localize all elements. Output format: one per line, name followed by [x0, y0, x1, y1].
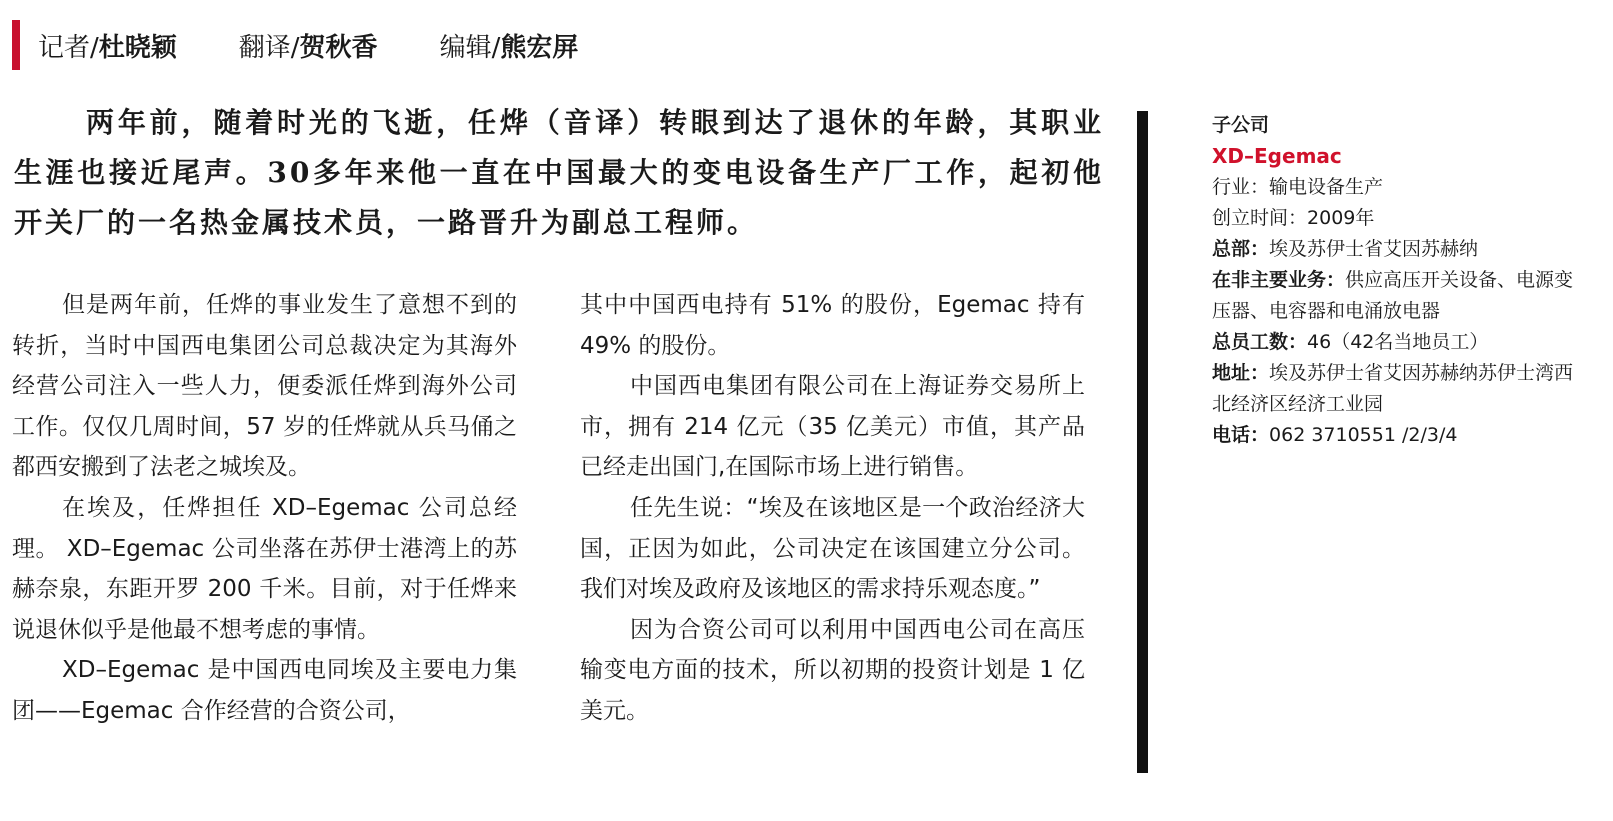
address-value: 埃及苏伊士省艾因苏赫纳苏伊士湾西北经济区经济工业园: [1212, 362, 1574, 415]
article-column-right: [580, 285, 1085, 732]
body-paragraph: 因为合资公司可以利用中国西电公司在高压输变电方面的技术，所以初期的投资计划是 1 亿美元。: [580, 616, 1085, 724]
factbox-industry: [1212, 172, 1584, 203]
founded-label: 创立时间：: [1212, 207, 1308, 229]
address-label: 地址：: [1212, 362, 1270, 384]
factbox-phone: [1212, 420, 1584, 451]
editor-role: 编辑/: [439, 32, 501, 63]
company-factbox: [1212, 110, 1584, 451]
accent-bar: [12, 20, 20, 70]
reporter-role: 记者/: [38, 32, 99, 63]
staff-label: 总员工数：: [1212, 331, 1308, 353]
phone-label: 电话：: [1212, 424, 1270, 446]
business-value: 供应高压开关设备、电源变压器、电容器和电涌放电器: [1212, 269, 1574, 322]
phone-value: 062 3710551 /2/3/4: [1269, 424, 1458, 446]
translator-credit: [239, 27, 378, 64]
factbox-founded: [1212, 203, 1584, 234]
editor-name: 熊宏屏: [500, 32, 579, 63]
body-paragraph: XD–Egemac 是中国西电同埃及主要电力集团——Egemac 合作经营的合资公司，: [12, 657, 517, 724]
byline: [12, 20, 640, 70]
editor-credit: [440, 27, 579, 64]
lead-text: 两年前，随着时光的飞逝，任烨（音译）转眼到达了退休的年龄，其职业生涯也接近尾声。30多年来他一直在中国最大的变电设备生产厂工作，起初他开关厂的一名热金属技术员，一路晋升为副总工程师。: [14, 106, 1104, 239]
factbox-heading: 子公司: [1212, 114, 1270, 136]
reporter-credit: [38, 27, 177, 64]
lead-paragraph: [14, 98, 1104, 248]
founded-value: 2009年: [1307, 207, 1375, 229]
reporter-name: 杜晓颖: [98, 32, 177, 63]
factbox-address: [1212, 358, 1584, 420]
hq-label: 总部：: [1212, 238, 1270, 260]
staff-value: 46（42名当地员工）: [1307, 331, 1489, 353]
article-column-left: [12, 285, 517, 732]
industry-value: 输电设备生产: [1269, 176, 1384, 198]
business-label: 在非主要业务：: [1212, 269, 1346, 291]
factbox-staff: [1212, 327, 1584, 358]
translator-name: 贺秋香: [299, 32, 378, 63]
sidebar-divider: [1137, 111, 1148, 773]
factbox-headquarters: [1212, 234, 1584, 265]
body-paragraph: 中国西电集团有限公司在上海证券交易所上市，拥有 214 亿元（35 亿美元）市值，其产品已经走出国门,在国际市场上进行销售。: [580, 373, 1085, 481]
body-paragraph: 但是两年前，任烨的事业发生了意想不到的转折，当时中国西电集团公司总裁决定为其海外经营公司注入一些人力，便委派任烨到海外公司工作。仅仅几周时间，57 岁的任烨就从兵马俑之都西安搬到了法老之城埃及。: [12, 292, 517, 481]
factbox-company-name: XD–Egemac: [1212, 144, 1342, 168]
industry-label: 行业：: [1212, 176, 1270, 198]
factbox-business: [1212, 265, 1584, 327]
body-paragraph: 在埃及，任烨担任 XD–Egemac 公司总经理。 XD–Egemac 公司坐落在苏伊士港湾上的苏赫奈泉，东距开罗 200 千米。目前，对于任烨来说退休似乎是他最不想考虑的事情。: [12, 494, 517, 643]
translator-role: 翻译/: [238, 32, 300, 63]
hq-value: 埃及苏伊士省艾因苏赫纳: [1269, 238, 1479, 260]
body-paragraph: 其中中国西电持有 51% 的股份，Egemac 持有 49% 的股份。: [580, 292, 1085, 359]
body-paragraph: 任先生说：“埃及在该地区是一个政治经济大国，正因为如此，公司决定在该国建立分公司。我们对埃及政府及该地区的需求持乐观态度。”: [580, 494, 1085, 603]
